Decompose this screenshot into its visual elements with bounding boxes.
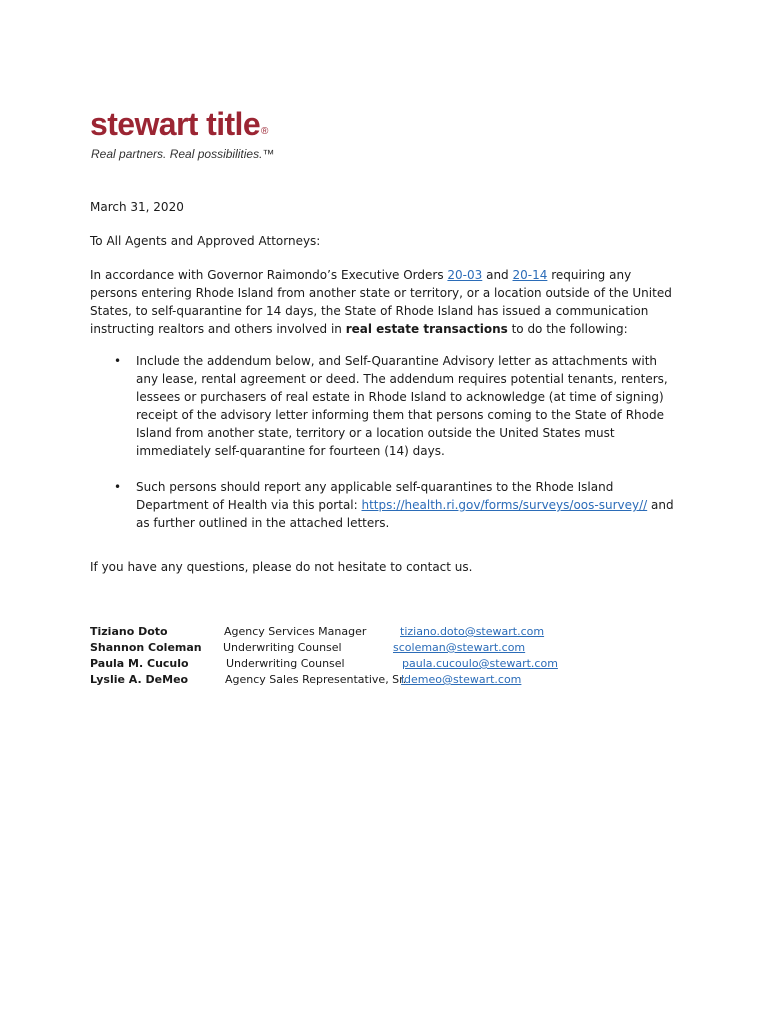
bullet-icon: •	[114, 480, 122, 494]
logo-wordmark: stewart title	[90, 106, 261, 142]
intro-text-4: to do the following:	[507, 322, 628, 336]
brand-tagline: Real partners. Real possibilities.™	[91, 147, 275, 161]
contact-title: Underwriting Counsel	[223, 641, 342, 654]
registered-mark: ®	[261, 126, 268, 137]
letter-body	[90, 198, 675, 576]
intro-text-1: In accordance with Governor Raimondo’s Executive Orders	[90, 268, 448, 282]
executive-order-20-03-link[interactable]: 20-03	[447, 268, 483, 282]
letter-salutation: To All Agents and Approved Attorneys:	[90, 234, 321, 248]
contact-title: Agency Services Manager	[224, 625, 367, 638]
contact-email-link[interactable]: ldemeo@stewart.com	[401, 673, 522, 686]
bullet-icon: •	[114, 354, 122, 368]
contact-email-link[interactable]: tiziano.doto@stewart.com	[400, 625, 545, 638]
intro-bold-text: real estate transactions	[345, 322, 508, 336]
list-item	[90, 478, 675, 532]
intro-text-3: requiring any persons entering Rhode Island from another state or territory, or a location outside of the United States, to self-quarantine for 14 days, the State of Rhode Island has issued a communication instructing realtors and others involved in	[90, 268, 672, 336]
intro-paragraph	[90, 266, 675, 338]
list-item	[90, 352, 675, 460]
table-row	[90, 640, 690, 656]
health-portal-link[interactable]: https://health.ri.gov/forms/surveys/oos-survey//	[361, 498, 648, 512]
closing-line: If you have any questions, please do not hesitate to contact us.	[90, 560, 473, 574]
bullet-text-addendum: Include the addendum below, and Self-Quarantine Advisory letter as attachments with any lease, rental agreement or deed. The addendum requires potential tenants, renters, lessees or purchasers of real estate in Rhode Island to acknowledge (at time of signing) receipt of the advisory letter informing them that persons coming to the State of Rhode Island from another state, territory or a location outside the United States must immediately self-quarantine for fourteen (14) days.	[136, 354, 668, 458]
stewart-title-logo	[90, 104, 268, 144]
instruction-list	[90, 352, 675, 532]
letter-date: March 31, 2020	[90, 200, 184, 214]
table-row	[90, 656, 690, 672]
table-row	[90, 624, 690, 640]
contact-email-link[interactable]: paula.cucoulo@stewart.com	[402, 657, 558, 670]
contact-name: Tiziano Doto	[90, 625, 168, 638]
contacts-table	[90, 624, 690, 688]
bullet-text-report-2: and as further outlined in the attached letters.	[136, 498, 674, 530]
contact-email-link[interactable]: scoleman@stewart.com	[393, 641, 526, 654]
contact-name: Lyslie A. DeMeo	[90, 673, 189, 686]
executive-order-20-14-link[interactable]: 20-14	[512, 268, 548, 282]
contact-name: Paula M. Cuculo	[90, 657, 189, 670]
contact-title: Underwriting Counsel	[226, 657, 345, 670]
intro-text-2: and	[482, 268, 513, 282]
bullet-text-report-1: Such persons should report any applicable self-quarantines to the Rhode Island Department of Health via this portal:	[136, 480, 614, 512]
table-row	[90, 672, 690, 688]
contact-name: Shannon Coleman	[90, 641, 202, 654]
contact-title: Agency Sales Representative, Sr.	[225, 673, 407, 686]
